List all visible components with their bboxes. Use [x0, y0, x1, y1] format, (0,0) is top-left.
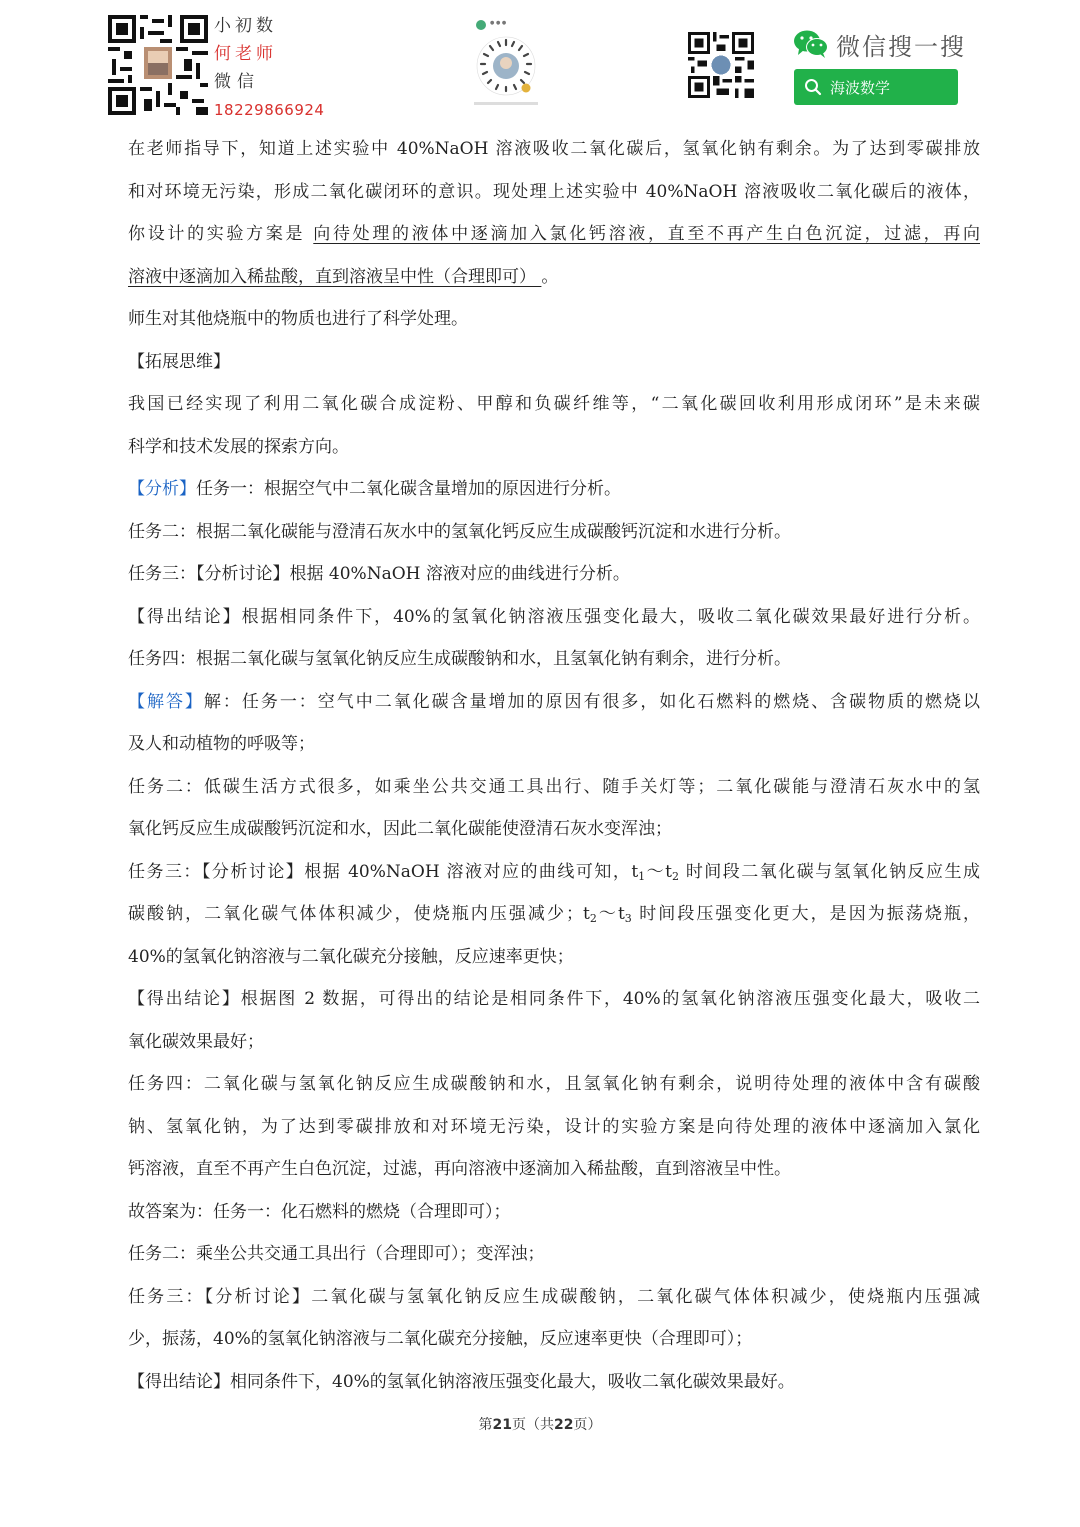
text-line: 钙溶液，直至不再产生白色沉淀，过滤，再向溶液中逐滴加入稀盐酸，直到溶液呈中性。 [128, 1159, 791, 1179]
text-line: 任务四：二氧化碳与氢氧化钠反应生成碳酸钠和水，且氢氧化钠有剩余，说明待处理的液体中含有碳酸 [128, 1074, 980, 1094]
contact-phone: 18229866924 [214, 101, 325, 119]
section-heading: 【拓展思维】 [128, 351, 230, 372]
text-line: 40%的氢氧化钠溶液与二氧化碳充分接触，反应速率更快； [128, 946, 574, 967]
text-segment: 碳酸钠，二氧化碳气体体积减少，使烧瓶内压强减少；t [128, 904, 590, 924]
text-segment: 时间段压强变化更大，是因为振荡烧瓶， [631, 904, 980, 924]
mini-title-mark: ● ● ● [490, 20, 507, 26]
text-line: 氧化碳效果最好； [128, 1031, 264, 1052]
text-line: 任务二：根据二氧化碳能与澄清石灰水中的氢氧化钙反应生成碳酸钙沉淀和水进行分析。 [128, 521, 791, 542]
wechat-search-title: 微信搜一搜 [836, 33, 966, 61]
mini-program-code-icon [470, 18, 540, 110]
footer-text: 第 [478, 1417, 493, 1433]
text-line: 我国已经实现了利用二氧化碳合成淀粉、甲醇和负碳纤维等，“二氧化碳回收利用形成闭环”是未来碳 [128, 394, 980, 414]
text-line: 师生对其他烧瓶中的物质也进行了科学处理。 [128, 309, 468, 329]
text-line [128, 893, 980, 936]
text-line: 钠、氢氧化钠，为了达到零碳排放和对环境无污染，设计的实验方案是向待处理的液体中逐滴加入氯化 [128, 1116, 980, 1137]
footer-text: 页（共 [512, 1417, 554, 1433]
subscript: 2 [589, 912, 597, 925]
text-segment: 时间段二氧化碳与氢氧化钠反应生成 [678, 861, 980, 882]
answer-underlined: 向待处理的液体中逐滴加入氯化钙溶液，直至不再产生白色沉淀，过滤，再向 [313, 224, 980, 244]
text-line [128, 468, 980, 511]
footer-text: 页） [573, 1417, 602, 1433]
text-line: 任务四：根据二氧化碳与氢氧化钠反应生成碳酸钠和水，且氢氧化钠有剩余，进行分析。 [128, 649, 791, 669]
text-line: 及人和动植物的呼吸等； [128, 734, 315, 754]
text-line [128, 851, 980, 894]
mini-logo-icon [476, 20, 486, 30]
text-line: 少，振荡，40%的氢氧化钠溶液与二氧化碳充分接触，反应速率更快（合理即可）； [128, 1329, 753, 1349]
contact-qr-code-icon [108, 15, 208, 115]
text-line [128, 213, 980, 256]
text-line: 科学和技术发展的探索方向。 [128, 436, 349, 457]
page-footer [0, 1414, 1080, 1434]
wechat-qr-code-icon [688, 32, 754, 98]
analysis-text: 任务一：根据空气中二氧化碳含量增加的原因进行分析。 [196, 479, 621, 499]
text-line: 【得出结论】根据相同条件下，40%的氢氧化钠溶液压强变化最大，吸收二氧化碳效果最好进行分析。 [128, 606, 980, 627]
wechat-logo-icon [793, 29, 829, 59]
question-prompt: 你设计的实验方案是 [128, 224, 314, 244]
text-segment: ～t [596, 904, 625, 924]
text-line [128, 256, 980, 299]
text-line: 【得出结论】根据图 2 数据，可得出的结论是相同条件下，40%的氢氧化钠溶液压强变化最大，吸收二 [128, 989, 980, 1009]
text-line: 任务三：【分析讨论】二氧化碳与氢氧化钠反应生成碳酸钠，二氧化碳气体体积减少，使烧瓶内压强减 [128, 1286, 980, 1307]
text-line: 和对环境无污染，形成二氧化碳闭环的意识。现处理上述实验中 40%NaOH 溶液吸收二氧化碳后的液体， [128, 181, 980, 202]
subscript: 2 [671, 869, 679, 883]
subscript: 3 [624, 912, 632, 925]
mini-caption-bar [474, 102, 538, 105]
analysis-tag: 【分析】 [128, 479, 196, 499]
contact-line-3: 微信 [214, 72, 260, 92]
text-line: 任务二：低碳生活方式很多，如乘坐公共交通工具出行、随手关灯等；二氧化碳能与澄清石灰水中的氢 [128, 776, 980, 797]
answer-tag: 【解答】 [128, 691, 204, 712]
text-line: 任务三：【分析讨论】根据 40%NaOH 溶液对应的曲线进行分析。 [128, 564, 630, 584]
answer-end: 。 [541, 266, 559, 287]
wechat-search-label: 海波数学 [830, 79, 891, 97]
subscript: 1 [638, 869, 646, 883]
page-number: 21 [492, 1417, 512, 1433]
text-line [128, 681, 980, 724]
wechat-search-button[interactable] [794, 69, 958, 105]
text-line: 故答案为：任务一：化石燃料的燃烧（合理即可）； [128, 1201, 511, 1222]
contact-line-1: 小初数 [214, 16, 277, 36]
text-line: 【得出结论】相同条件下，40%的氢氧化钠溶液压强变化最大，吸收二氧化碳效果最好。 [128, 1371, 795, 1392]
answer-text: 解：任务一：空气中二氧化碳含量增加的原因有很多，如化石燃料的燃烧、含碳物质的燃烧以 [203, 691, 980, 712]
teacher-contact [214, 12, 334, 124]
answer-underlined: 溶液中逐滴加入稀盐酸，直到溶液呈中性（合理即可） [128, 266, 542, 287]
text-line: 任务二：乘坐公共交通工具出行（合理即可）；变浑浊； [128, 1244, 545, 1264]
text-line: 在老师指导下，知道上述实验中 40%NaOH 溶液吸收二氧化碳后，氢氧化钠有剩余。为了达到零碳排放 [128, 139, 980, 159]
document-body [128, 128, 980, 1403]
text-line: 氧化钙反应生成碳酸钙沉淀和水，因此二氧化碳能使澄清石灰水变浑浊； [128, 819, 672, 839]
search-icon [804, 78, 822, 96]
contact-line-2: 何老师 [214, 44, 277, 64]
text-segment: ～t [645, 861, 672, 882]
text-segment: 任务三：【分析讨论】根据 40%NaOH 溶液对应的曲线可知，t [128, 861, 639, 882]
total-pages: 22 [554, 1417, 574, 1433]
